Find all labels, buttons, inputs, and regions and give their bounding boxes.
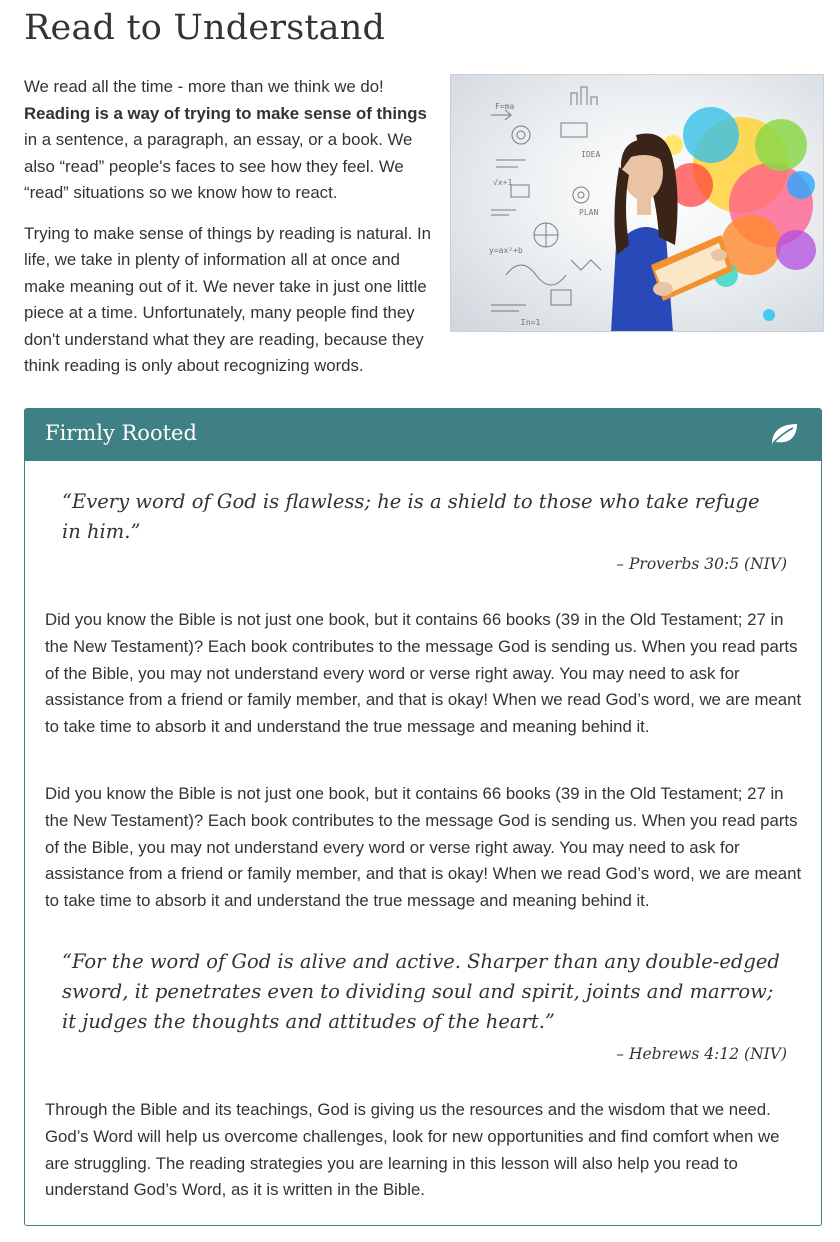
quote-proverbs: “Every word of God is flawless; he is a shield to those who take refuge in him.” <box>62 490 760 543</box>
woman-reading-book-illustration <box>451 75 824 332</box>
intro-bold-phrase: Reading is a way of trying to make sense of things <box>24 103 427 123</box>
woman-reading-image <box>450 74 824 332</box>
citation-hebrews: – Hebrews 4:12 (NIV) <box>616 1045 787 1063</box>
page-title: Read to Understand <box>24 8 386 48</box>
svg-text:y=ax²+b: y=ax²+b <box>489 246 523 255</box>
svg-text:IDEA: IDEA <box>581 150 601 159</box>
panel-title: Firmly Rooted <box>45 421 197 445</box>
body-paragraph-1: Did you know the Bible is not just one book, but it contains 66 books (39 in the Old Testament; 27 in the New Testament)? Each book contributes to the message God is sending us. When you read parts of the Bible, you may not understand every word or verse right away. You may need to ask for assistance from a friend or family member, and that is okay! When we read God’s word, we are meant to take time to absorb it and understand the true message and meaning behind it. <box>45 610 802 737</box>
leaf-icon <box>769 421 799 447</box>
firmly-rooted-panel <box>24 408 822 1226</box>
intro-paragraph-2: Trying to make sense of things by reading is natural. In life, we take in plenty of information all at once and make meaning out of it. We never take in just one little piece at a time. Unfortunately, many people find they don't understand what they are reading, because they think reading is only about recognizing words. <box>24 223 432 375</box>
body-paragraph-2: Did you know the Bible is not just one book, but it contains 66 books (39 in the Old Testament; 27 in the New Testament)? Each book contributes to the message God is sending us. When you read parts of the Bible, you may not understand every word or verse right away. You may need to ask for assistance from a friend or family member, and that is okay! When we read God’s word, we are meant to take time to absorb it and understand the true message and meaning behind it. <box>45 784 802 911</box>
svg-text:PLAN: PLAN <box>579 208 599 217</box>
svg-text:√x+1: √x+1 <box>493 178 513 187</box>
panel-header <box>25 409 821 461</box>
body-paragraph-3: Through the Bible and its teachings, God is giving us the resources and the wisdom that we need. God’s Word will help us overcome challenges, look for new opportunities and find comfort when we are struggling. The reading strategies you are learning in this lesson will also help you read to understand God’s Word, as it is written in the Bible. <box>45 1100 780 1200</box>
intro-section <box>24 74 824 394</box>
svg-text:F=ma: F=ma <box>495 102 515 111</box>
citation-proverbs: – Proverbs 30:5 (NIV) <box>616 555 787 573</box>
intro-paragraph-1: We read all the time - more than we think we do! Reading is a way of trying to make sense of things in a sentence, a paragraph, an essay, or a book. We also “read” people's faces to see how they feel. We “read” situations so we know how to react. <box>24 77 427 202</box>
quote-hebrews: “For the word of God is alive and active. Sharper than any double-edged sword, it penetrates even to dividing soul and spirit, joints and marrow; it judges the thoughts and attitudes of the heart.” <box>62 950 780 1033</box>
svg-text:Σn=1: Σn=1 <box>521 318 541 327</box>
